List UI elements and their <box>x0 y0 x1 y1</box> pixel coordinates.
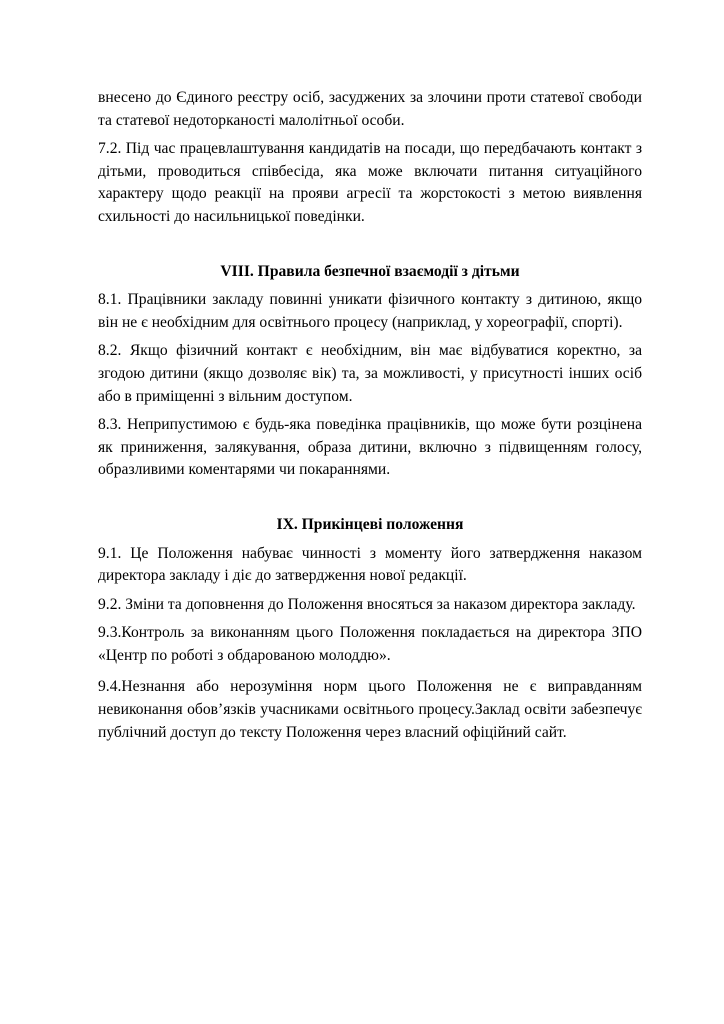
paragraph-7-1-continuation: внесено до Єдиного реєстру осіб, засуджених за злочини проти статевої свободи та статевої недоторканості малолітньої особи. <box>98 89 642 129</box>
paragraph-8-2: 8.2. Якщо фізичний контакт є необхідним, він має відбуватися коректно, за згодою дитини (якщо дозволяє вік) та, за можливості, у присутності інших осіб або в приміщенні з вільним доступом. <box>98 342 642 405</box>
section-heading-9: IX. Прикінцеві положення <box>276 515 464 533</box>
paragraph-7-2: 7.2. Під час працевлаштування кандидатів на посади, що передбачають контакт з дітьми, проводиться співбесіда, яка може включати питання ситуаційного характеру щодо реакції на прояви агресії та жорстокості з метою виявлення схильності до насильницької поведінки. <box>98 140 642 225</box>
document-body <box>98 87 642 744</box>
paragraph-8-3: 8.3. Неприпустимою є будь-яка поведінка працівників, що може бути розцінена як приниження, залякування, образа дитини, включно з підвищенням голосу, образливими коментарями чи покараннями. <box>98 416 642 479</box>
paragraph-8-1: 8.1. Працівники закладу повинні уникати фізичного контакту з дитиною, якщо він не є необхідним для освітнього процесу (наприклад, у хореографії, спорті). <box>98 291 642 331</box>
paragraph-9-3: 9.3.Контроль за виконанням цього Положення покладається на директора ЗПО «Центр по роботі з обдарованою молоддю». <box>98 624 642 664</box>
paragraph-9-2: 9.2. Зміни та доповнення до Положення вносяться за наказом директора закладу. <box>98 595 636 613</box>
section-heading-8: VIII. Правила безпечної взаємодії з дітьми <box>220 262 520 280</box>
paragraph-9-4: 9.4.Незнання або нерозуміння норм цього Положення не є виправданням невиконання обов’язків учасниками освітнього процесу.Заклад освіти забезпечує публічний доступ до тексту Положення через власний офіційний сайт. <box>98 678 642 741</box>
paragraph-9-1: 9.1. Це Положення набуває чинності з моменту його затвердження наказом директора закладу і діє до затвердження нової редакції. <box>98 544 642 585</box>
